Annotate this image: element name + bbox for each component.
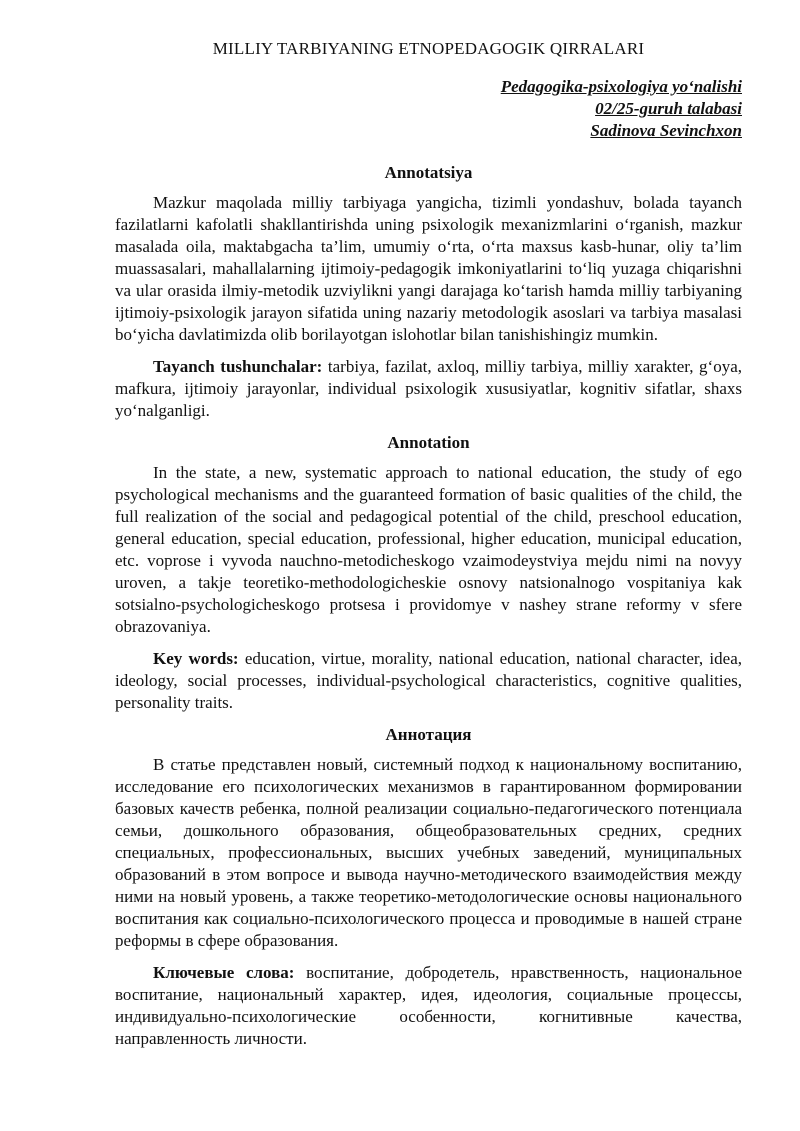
ru-abstract-heading: Аннотация xyxy=(385,725,472,744)
ru-keywords-text: воспитание, добродетель, нравственность, национальное воспитание, национальный характер, идея, идеология, социальные процессы, индивидуально-психологические особенности, когнитивные качества, направленность личности. xyxy=(115,963,743,1048)
en-keywords-label: Key words: xyxy=(153,649,239,668)
ru-keywords-label: Ключевые слова: xyxy=(153,963,295,982)
uz-abstract-text: Mazkur maqolada milliy tarbiyaga yangicha, tizimli yondashuv, bolada tayanch fazilatlarni kafolatli shakllantirishda uning psixologik mexanizmlarini o‘rganish, mazkur masalada oila, maktabgacha ta’lim, umumiy o‘rta, o‘rta maxsus kasb-hunar, oliy ta’lim muassasalari, mahallalarning ijtimoiy-pedagogik imkoniyatlarini to‘liq yuzaga chiqarishni va ular orasida ilmiy-metodik uzviylikni yangi darajaga ko‘tarish hamda milliy tarbiyaning ijtimoiy-psixologik jarayon sifatida uning nazariy metodologik asoslari va tarbiya masalasi bo‘yicha davlatimizda olib borilayotgan islohotlar bilan tanishishingiz mumkin. xyxy=(115,193,742,344)
uz-keywords xyxy=(115,356,742,422)
author-name: Sadinova Sevinchxon xyxy=(590,121,742,140)
ru-keywords xyxy=(115,962,742,1050)
uz-abstract-heading: Annotatsiya xyxy=(384,163,473,182)
en-abstract-heading: Annotation xyxy=(387,433,470,452)
en-abstract-text: In the state, a new, systematic approach to national education, the study of ego psychological mechanisms and the guaranteed formation of basic qualities of the child, the full realization of the social and pedagogical potential of the child, preschool education, general education, special education, professional, higher education, municipal education, etc. voprose i vyvoda nauchno-metodicheskogo vzaimodeystviya mejdu nimi na novyy uroven, a takje teoretiko-methodologicheskie osnovy natsionalnogo vospitaniya kak sotsialno-psychologicheskogo protsesa i providomye v nashey strane reformy v sfere obrazovaniya. xyxy=(115,463,742,636)
ru-abstract-text: В статье представлен новый, системный подход к национальному воспитанию, исследование его психологических механизмов в гарантированном формировании базовых качеств ребенка, полной реализации социально-педагогического потенциала семьи, дошкольного образования, общеобразовательных средних, средних специальных, профессиональных, высших учебных заведений, муниципальных образований в этом вопросе и вывода научно-методического взаимодействия между ними на новый уровень, а также теоретико-методологические основы национального воспитания как социально-психологического процесса и проводимые в нашей стране реформы в сфере образования. xyxy=(115,755,742,950)
uz-keywords-text: tarbiya, fazilat, axloq, milliy tarbiya, milliy xarakter, g‘oya, mafkura, ijtimoiy jarayonlar, individual psixologik xususiyatlar, kognitiv sifatlar, shaxs yo‘nalganligi. xyxy=(115,357,742,420)
author-block xyxy=(115,76,742,142)
uz-keywords-label: Tayanch tushunchalar: xyxy=(153,357,323,376)
author-group: 02/25-guruh talabasi xyxy=(595,99,742,118)
en-keywords xyxy=(115,648,742,714)
author-department: Pedagogika-psixologiya yo‘nalishi xyxy=(500,77,742,96)
en-keywords-text: education, virtue, morality, national education, national character, idea, ideology, social processes, individual-psychological characteristics, cognitive qualities, personality traits. xyxy=(115,649,742,712)
article-title: MILLIY TARBIYANING ETNOPEDAGOGIK QIRRALARI xyxy=(212,39,645,58)
